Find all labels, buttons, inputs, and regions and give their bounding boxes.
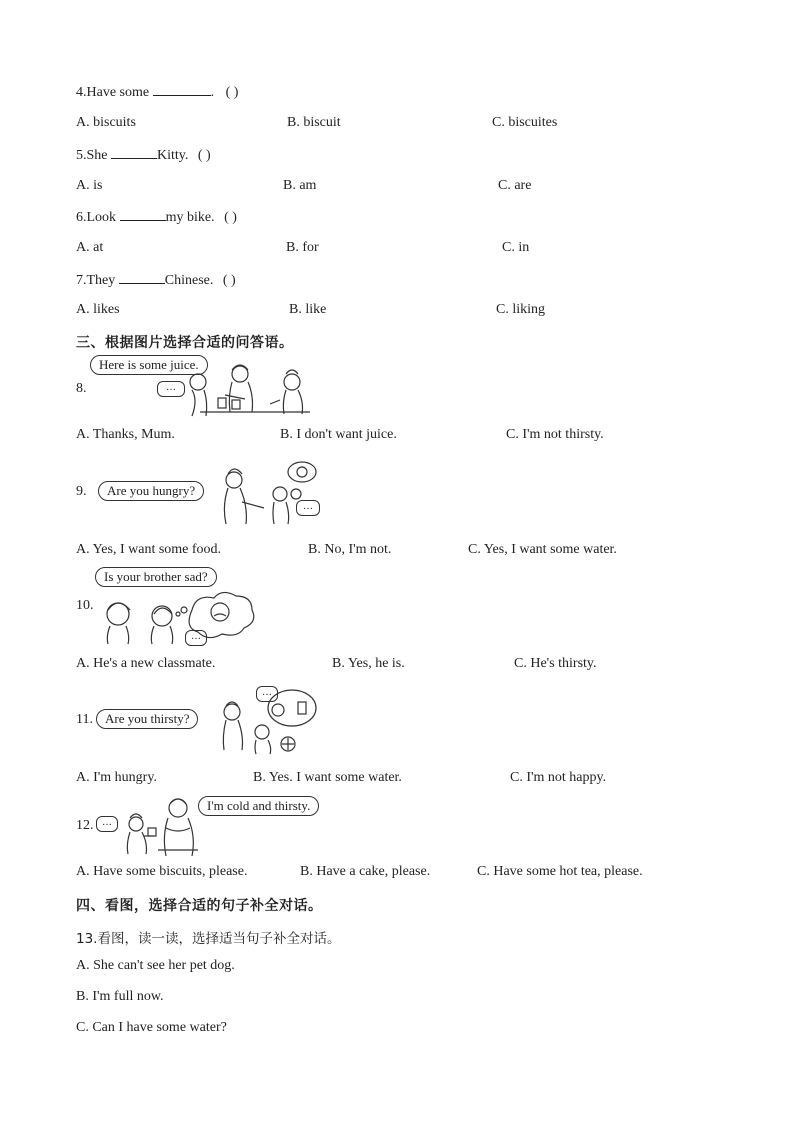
answer-paren[interactable]: ( ) [222,273,236,288]
option-b[interactable]: B. Yes. I want some water. [253,770,402,785]
option-c[interactable]: C. are [498,178,532,193]
question-9-number: 9. [76,484,87,499]
option-a[interactable]: A. is [76,178,103,193]
question-5: 5.She Kitty. ( ) [76,148,211,163]
option-b[interactable]: B. I'm full now. [76,989,164,1004]
hungry-scene-illustration [218,458,328,528]
option-b[interactable]: B. like [289,302,327,317]
section-3-title: 三、根据图片选择合适的问答语。 [76,335,294,351]
reply-bubble: … [96,816,118,832]
option-a[interactable]: A. He's a new classmate. [76,656,216,671]
speech-bubble: Is your brother sad? [95,567,217,587]
question-4: 4.Have some . ( ) [76,85,239,100]
option-a[interactable]: A. She can't see her pet dog. [76,958,235,973]
option-b[interactable]: B. I don't want juice. [280,427,397,442]
speech-bubble: I'm cold and thirsty. [198,796,319,816]
option-a[interactable]: A. I'm hungry. [76,770,157,785]
option-c[interactable]: C. Have some hot tea, please. [477,864,643,879]
juice-scene-illustration [170,360,320,420]
option-a[interactable]: A. biscuits [76,115,136,130]
question-8-number: 8. [76,381,87,396]
question-6: 6.Look my bike. ( ) [76,210,237,225]
option-b[interactable]: B. biscuit [287,115,341,130]
option-c[interactable]: C. Yes, I want some water. [468,542,617,557]
sad-brother-illustration [100,588,260,648]
option-c[interactable]: C. Can I have some water? [76,1020,227,1035]
option-a[interactable]: A. Thanks, Mum. [76,427,175,442]
answer-blank[interactable] [119,271,165,284]
answer-blank[interactable] [111,146,157,159]
option-a[interactable]: A. at [76,240,104,255]
answer-blank[interactable] [153,83,211,96]
option-a[interactable]: A. Yes, I want some food. [76,542,222,557]
answer-paren[interactable]: ( ) [197,148,211,163]
question-4-text: 4.Have some [76,85,150,100]
question-11-number: 11. [76,712,93,727]
section-4-title: 四、看图，选择合适的句子补全对话。 [76,898,323,914]
option-c[interactable]: C. He's thirsty. [514,656,597,671]
answer-blank[interactable] [120,208,166,221]
option-b[interactable]: B. Yes, he is. [332,656,405,671]
option-b[interactable]: B. for [286,240,319,255]
cold-thirsty-illustration [118,794,218,858]
option-c[interactable]: C. biscuites [492,115,558,130]
option-b[interactable]: B. am [283,178,317,193]
option-b[interactable]: B. No, I'm not. [308,542,392,557]
question-13-prompt: 13.看图，读一读，选择适当句子补全对话。 [76,931,341,947]
reply-bubble: … [256,686,278,702]
reply-bubble: … [185,630,207,646]
option-c[interactable]: C. I'm not thirsty. [506,427,604,442]
option-c[interactable]: C. I'm not happy. [510,770,607,785]
option-a[interactable]: A. likes [76,302,120,317]
option-c[interactable]: C. in [502,240,530,255]
option-c[interactable]: C. liking [496,302,546,317]
speech-bubble: Here is some juice. [90,355,208,375]
question-7: 7.They Chinese. ( ) [76,273,236,288]
speech-bubble: Are you thirsty? [96,709,198,729]
question-10-number: 10. [76,598,94,613]
reply-bubble: … [157,381,185,397]
thirsty-scene-illustration [218,686,328,756]
answer-paren[interactable]: ( ) [224,210,237,225]
option-a[interactable]: A. Have some biscuits, please. [76,864,248,879]
question-12-number: 12. [76,818,94,833]
answer-paren[interactable]: ( ) [225,85,239,100]
option-b[interactable]: B. Have a cake, please. [300,864,431,879]
speech-bubble: Are you hungry? [98,481,204,501]
reply-bubble: … [296,500,320,516]
